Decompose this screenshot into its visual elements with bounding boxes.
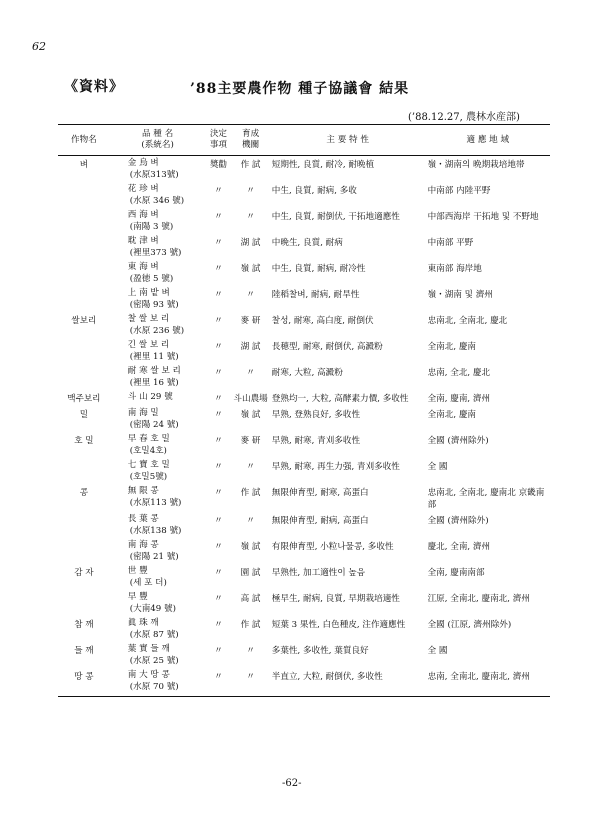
variety-name: 早 豐 bbox=[127, 592, 148, 602]
breeding-org: 麥 研 bbox=[240, 316, 261, 326]
table-header bbox=[58, 125, 550, 156]
breeding-org: 〃 bbox=[246, 462, 255, 472]
adaptation-region: 全 國 bbox=[427, 462, 448, 472]
breeding-org: 〃 bbox=[246, 368, 255, 378]
decision: 〃 bbox=[214, 212, 223, 222]
variety-cell bbox=[110, 312, 206, 338]
breeding-org: 〃 bbox=[246, 646, 255, 656]
adaptation-region: 全南, 慶南, 濟州 bbox=[427, 394, 491, 404]
decision: 〃 bbox=[205, 668, 231, 697]
variety-line-name: (세 포 더) bbox=[129, 578, 167, 588]
crop-name bbox=[58, 208, 110, 234]
variety-name: 南 海 콩 bbox=[127, 540, 159, 550]
table-row bbox=[58, 590, 550, 616]
decision: 〃 bbox=[214, 516, 223, 526]
variety-cell bbox=[110, 642, 206, 668]
table-row bbox=[58, 260, 550, 286]
variety-name: 耽 津 벼 bbox=[127, 236, 159, 246]
variety-line-name: (盈徳 5 號) bbox=[129, 274, 174, 284]
variety-name: 金 烏 벼 bbox=[127, 158, 159, 168]
variety-cell bbox=[110, 590, 206, 616]
main-traits: 中生, 良質, 耐病, 多收 bbox=[271, 186, 357, 196]
variety-cell bbox=[110, 512, 206, 538]
crop-name bbox=[58, 286, 110, 312]
table-body bbox=[58, 156, 550, 697]
variety-line-name: (水原 70 號) bbox=[129, 682, 179, 692]
crop-name: 들 깨 bbox=[74, 646, 94, 656]
variety-name: 찰 쌀 보 리 bbox=[127, 314, 170, 324]
crop-name bbox=[58, 234, 110, 260]
page-number-top: 62 bbox=[32, 40, 46, 53]
breeding-org: 湖 試 bbox=[240, 238, 261, 248]
crop-name: 쌀보리 bbox=[71, 316, 97, 326]
crop-name bbox=[58, 538, 110, 564]
variety-name: 東 海 벼 bbox=[127, 262, 159, 272]
breeding-org: 嶺 試 bbox=[240, 264, 261, 274]
main-traits: 短期性, 良質, 耐冷, 耐晩植 bbox=[271, 160, 375, 170]
adaptation-region: 全南北, 慶南 bbox=[427, 342, 477, 352]
adaptation-region: 全南, 慶南南部 bbox=[427, 568, 485, 578]
adaptation-region: 中南部 内陸平野 bbox=[427, 186, 491, 196]
breeding-org: 作 試 bbox=[240, 160, 261, 170]
variety-line-name: (水原313號) bbox=[129, 170, 179, 180]
variety-name: 七 寶 호 밀 bbox=[127, 460, 170, 470]
main-traits: 短葉 3 果性, 白色種皮, 注作適應性 bbox=[271, 620, 406, 630]
table-row bbox=[58, 156, 550, 183]
breeding-org: 麥 研 bbox=[240, 436, 261, 446]
decision: 〃 bbox=[214, 290, 223, 300]
breeding-org: 嶺 試 bbox=[240, 410, 261, 420]
adaptation-region: 嶺・湖南 및 濟州 bbox=[427, 290, 493, 300]
crop-name: 호 밀 bbox=[74, 436, 94, 446]
page-number-bottom: -62- bbox=[282, 778, 302, 789]
variety-name: 긴 쌀 보 리 bbox=[127, 340, 170, 350]
variety-cell bbox=[110, 260, 206, 286]
decision: 〃 bbox=[214, 368, 223, 378]
main-traits: 多葉性, 多收性, 葉質良好 bbox=[271, 646, 369, 656]
variety-cell bbox=[110, 338, 206, 364]
table-row bbox=[58, 286, 550, 312]
table-row bbox=[58, 484, 550, 512]
decision: 〃 bbox=[214, 186, 223, 196]
variety-line-name: (水原 25 號) bbox=[129, 656, 179, 666]
header-region: 適 應 地 域 bbox=[426, 125, 550, 156]
variety-name: 上 南 밭 벼 bbox=[127, 288, 170, 298]
table-row bbox=[58, 564, 550, 590]
table-row bbox=[58, 668, 550, 697]
main-traits: 中晩生, 良質, 耐病 bbox=[271, 238, 343, 248]
decision: 〃 bbox=[214, 264, 223, 274]
variety-cell bbox=[110, 364, 206, 390]
breeding-org: 園 試 bbox=[240, 568, 261, 578]
table-row bbox=[58, 208, 550, 234]
header-decision: 決定 事項 bbox=[205, 125, 231, 156]
table-row bbox=[58, 616, 550, 642]
variety-cell bbox=[110, 406, 206, 432]
breeding-org: 〃 bbox=[246, 516, 255, 526]
decision: 〃 bbox=[214, 436, 223, 446]
crop-name bbox=[58, 364, 110, 390]
variety-line-name: (호밀4호) bbox=[129, 446, 167, 456]
breeding-org: 斗山農場 bbox=[233, 394, 268, 404]
variety-line-name: (水原 87 號) bbox=[129, 630, 179, 640]
table-row bbox=[58, 364, 550, 390]
variety-cell bbox=[110, 182, 206, 208]
adaptation-region: 全國 (濟州除外) bbox=[427, 436, 489, 446]
variety-name: 西 海 벼 bbox=[127, 210, 159, 220]
variety-line-name: (호밀5號) bbox=[129, 472, 168, 482]
decision: 奬勸 bbox=[209, 160, 228, 170]
decision: 〃 bbox=[214, 410, 223, 420]
variety-name: 早 春 호 밀 bbox=[127, 434, 170, 444]
variety-name: 耐 寒 쌀 보 리 bbox=[127, 366, 181, 376]
adaptation-region: 全國 (濟州除外) bbox=[427, 516, 489, 526]
variety-line-name: (水原 346 號) bbox=[129, 196, 185, 206]
main-traits: 찰성, 耐寒, 高白度, 耐倒伏 bbox=[271, 316, 374, 326]
table-row bbox=[58, 182, 550, 208]
table-row bbox=[58, 234, 550, 260]
main-traits: 中生, 良質, 耐倒伏, 干拓地適應性 bbox=[271, 212, 400, 222]
table-row bbox=[58, 312, 550, 338]
variety-line-name: (裡里 11 號) bbox=[129, 352, 179, 362]
main-traits: 早熟, 耐寒, 青刈多收性 bbox=[271, 436, 361, 446]
adaptation-region: 忠南, 全南北, 慶南北, 濟州 bbox=[426, 668, 550, 697]
variety-line-name: (裡里 16 號) bbox=[129, 378, 179, 388]
table-row bbox=[58, 538, 550, 564]
header-crop: 作物名 bbox=[58, 125, 110, 156]
main-traits: 耐寒, 大粒, 高澱粉 bbox=[271, 368, 343, 378]
main-traits: 早熟性, 加工適性이 높음 bbox=[271, 568, 366, 578]
header-variety: 品 種 名 (系統名) bbox=[110, 125, 206, 156]
crop-name: 참 깨 bbox=[74, 620, 94, 630]
variety-name: 斗 山 29 號 bbox=[127, 392, 173, 402]
decision: 〃 bbox=[214, 342, 223, 352]
breeding-org: 高 試 bbox=[240, 594, 261, 604]
decision: 〃 bbox=[214, 620, 223, 630]
decision: 〃 bbox=[214, 238, 223, 248]
breeding-org: 〃 bbox=[231, 668, 269, 697]
adaptation-region: 嶺・湖南의 晩期栽培地帯 bbox=[427, 160, 525, 170]
variety-line-name: (水原138 號) bbox=[129, 526, 182, 536]
main-traits: 長穂型, 耐寒, 耐倒伏, 高澱粉 bbox=[271, 342, 383, 352]
table-row bbox=[58, 406, 550, 432]
crop-name bbox=[58, 590, 110, 616]
main-traits: 極早生, 耐病, 良質, 早期栽培適性 bbox=[271, 594, 400, 604]
decision: 〃 bbox=[214, 646, 223, 656]
header-traits: 主 要 特 性 bbox=[270, 125, 426, 156]
crop-name: 콩 bbox=[79, 488, 89, 498]
variety-cell bbox=[110, 668, 206, 697]
breeding-org: 嶺 試 bbox=[240, 542, 261, 552]
variety-line-name: (南陽 3 號) bbox=[129, 222, 174, 232]
decision: 〃 bbox=[214, 594, 223, 604]
variety-name: 葉 實 들 깨 bbox=[127, 644, 170, 654]
variety-cell bbox=[110, 564, 206, 590]
variety-cell bbox=[110, 234, 206, 260]
adaptation-region: 江原, 全南北, 慶南北, 濟州 bbox=[427, 594, 530, 604]
crop-name: 벼 bbox=[79, 160, 89, 170]
variety-line-name: (密陽 21 號) bbox=[129, 552, 179, 562]
crop-name bbox=[58, 260, 110, 286]
variety-line-name: (密陽 24 號) bbox=[129, 420, 179, 430]
crop-name bbox=[58, 458, 110, 484]
breeding-org: 湖 試 bbox=[240, 342, 261, 352]
main-traits: 無限伸育型, 耐病, 高蛋白 bbox=[271, 516, 369, 526]
crop-name: 감 자 bbox=[74, 568, 94, 578]
variety-name: 南 大 땅 콩 bbox=[127, 670, 170, 680]
variety-name: 花 珍 벼 bbox=[127, 184, 159, 194]
adaptation-region: 東南部 海岸地 bbox=[427, 264, 482, 274]
table-row bbox=[58, 642, 550, 668]
crop-name bbox=[58, 182, 110, 208]
breeding-org: 作 試 bbox=[240, 488, 261, 498]
variety-cell bbox=[110, 484, 206, 512]
table-row bbox=[58, 432, 550, 458]
decision: 〃 bbox=[214, 488, 223, 498]
decision: 〃 bbox=[214, 394, 223, 404]
variety-cell bbox=[110, 390, 206, 406]
variety-line-name: (水原113 號) bbox=[129, 498, 182, 508]
adaptation-region: 忠南北, 全南北, 慶南北 京畿南部 bbox=[427, 488, 545, 510]
variety-name: 眞 珠 깨 bbox=[127, 618, 159, 628]
adaptation-region: 慶北, 全南, 濟州 bbox=[427, 542, 491, 552]
results-table bbox=[58, 124, 550, 697]
adaptation-region: 忠南北, 全南北, 慶北 bbox=[427, 316, 508, 326]
section-label: 《資料》 bbox=[64, 79, 124, 95]
variety-name: 南 海 밀 bbox=[127, 408, 159, 418]
main-traits: 有限伸育型, 小粒나물콩, 多收性 bbox=[271, 542, 394, 552]
crop-name bbox=[58, 338, 110, 364]
table-row bbox=[58, 512, 550, 538]
crop-name bbox=[58, 512, 110, 538]
decision: 〃 bbox=[214, 316, 223, 326]
variety-cell bbox=[110, 458, 206, 484]
adaptation-region: 中部西海岸 干拓地 및 不野地 bbox=[427, 212, 539, 222]
breeding-org: 〃 bbox=[246, 186, 255, 196]
results-table-container bbox=[58, 124, 550, 697]
decision: 〃 bbox=[214, 462, 223, 472]
main-traits: 半直立, 大粒, 耐倒伏, 多收性 bbox=[270, 668, 426, 697]
adaptation-region: 中南部 平野 bbox=[427, 238, 474, 248]
variety-name: 長 葉 콩 bbox=[127, 514, 159, 524]
main-traits: 陸稻찰벼, 耐病, 耐旱性 bbox=[271, 290, 360, 300]
breeding-org: 〃 bbox=[246, 212, 255, 222]
table-row bbox=[58, 458, 550, 484]
variety-name: 世 豐 bbox=[127, 566, 148, 576]
decision: 〃 bbox=[214, 568, 223, 578]
variety-cell bbox=[110, 156, 206, 183]
variety-cell bbox=[110, 538, 206, 564]
variety-line-name: (水原 236 號) bbox=[129, 326, 185, 336]
variety-cell bbox=[110, 286, 206, 312]
document-title: ’88主要農作物 種子協議會 結果 bbox=[190, 81, 410, 97]
variety-line-name: (大南49 號) bbox=[129, 604, 176, 614]
decision: 〃 bbox=[214, 542, 223, 552]
main-traits: 早熟, 耐寒, 再生力强, 青刈多收性 bbox=[271, 462, 400, 472]
variety-name: 無 限 콩 bbox=[127, 486, 159, 496]
crop-name: 땅 콩 bbox=[58, 668, 110, 697]
crop-name: 맥주보리 bbox=[67, 394, 101, 404]
variety-cell bbox=[110, 432, 206, 458]
table-row bbox=[58, 390, 550, 406]
main-traits: 中生, 良質, 耐病, 耐冷性 bbox=[271, 264, 366, 274]
variety-cell bbox=[110, 208, 206, 234]
breeding-org: 作 試 bbox=[240, 620, 261, 630]
main-traits: 登熟均一, 大粒, 高酵素力價, 多收性 bbox=[271, 394, 409, 404]
date-note: (’88.12.27, 農林水産部) bbox=[408, 112, 520, 123]
crop-name: 밀 bbox=[79, 410, 89, 420]
adaptation-region: 全 國 bbox=[427, 646, 448, 656]
adaptation-region: 忠南, 全北, 慶北 bbox=[427, 368, 491, 378]
breeding-org: 〃 bbox=[246, 290, 255, 300]
main-traits: 早熟, 登熟良好, 多收性 bbox=[271, 410, 361, 420]
table-row bbox=[58, 338, 550, 364]
main-traits: 無限伸育型, 耐寒, 高蛋白 bbox=[271, 488, 369, 498]
variety-cell bbox=[110, 616, 206, 642]
adaptation-region: 全國 (江原, 濟州除外) bbox=[427, 620, 512, 630]
adaptation-region: 全南北, 慶南 bbox=[427, 410, 477, 420]
variety-line-name: (密陽 93 號) bbox=[129, 300, 179, 310]
header-org: 育成 機關 bbox=[231, 125, 269, 156]
variety-line-name: (裡里373 號) bbox=[129, 248, 182, 258]
